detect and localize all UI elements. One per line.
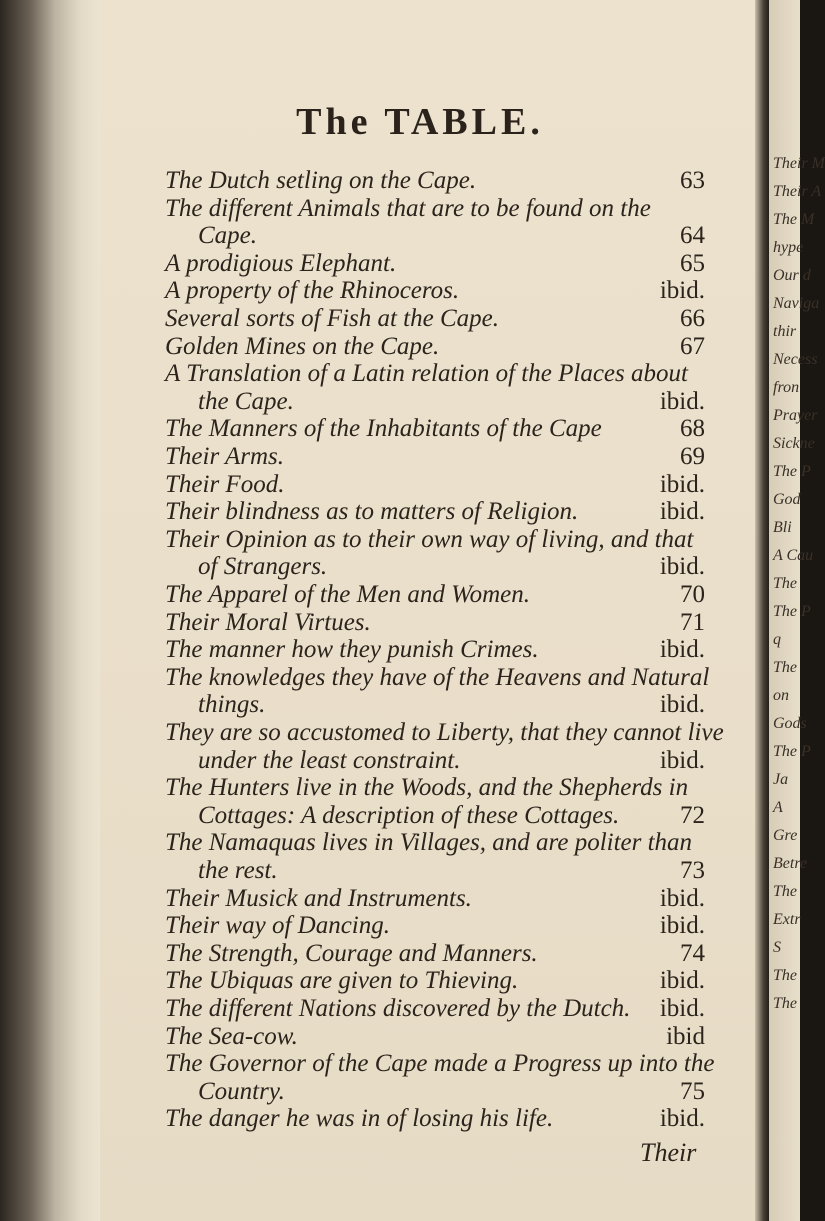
toc-entry-page: 67 [680,332,705,360]
adjacent-page-fragment: The [773,995,797,1012]
adjacent-page-fragment: The P [773,743,811,760]
toc-entry-page: ibid. [659,884,705,912]
toc-entry-page: 71 [680,608,705,636]
adjacent-page-fragment: The P [773,463,811,480]
adjacent-page-fragment: Extr [773,911,801,928]
adjacent-page-fragment: The [773,883,797,900]
toc-entry-page: 70 [680,581,705,608]
toc-entry-title: The Hunters live in the Woods, and the Shepherds in [165,774,689,802]
toc-entry-title: The Namaquas lives in Villages, and are politer than [165,829,693,857]
toc-entry-page: ibid. [659,967,705,995]
toc-entry-page: 75 [680,1077,705,1105]
adjacent-page-fragment: Prayer [773,407,818,424]
toc-entry-page: ibid. [659,498,705,526]
toc-entry-title: The Manners of the Inhabitants of the Cape [165,415,602,443]
toc-entry-title: The different Animals that are to be found on the [165,194,651,222]
toc-entry-page: ibid. [659,691,705,719]
toc-entry-title: A Translation of a Latin relation of the Places about [165,360,688,388]
toc-entry-title: Their Food. [165,470,285,498]
toc-entry-page: 69 [680,443,705,470]
catchword: Their [640,1138,697,1167]
toc-entry-title: The manner how they punish Crimes. [165,636,539,664]
toc-entry-title: the rest. [198,857,278,884]
adjacent-page-fragment: The M [773,211,815,228]
adjacent-page-fragment: God [773,491,801,508]
toc-entry-page: 68 [680,415,705,443]
toc-entry-page: ibid [666,1022,705,1050]
toc-entry-title: things. [198,691,266,719]
toc-entry-title: under the least constraint. [198,746,461,774]
toc-entry-page: ibid. [659,387,705,415]
toc-entry-title: Their blindness as to matters of Religion. [165,498,579,526]
toc-entry-title: Their Musick and Instruments. [165,884,472,912]
toc-entry-title: The Ubiquas are given to Thieving. [165,967,519,995]
adjacent-page-fragment: Gre [773,827,798,844]
toc-entry-title: Golden Mines on the Cape. [165,332,440,360]
toc-entry-title: Cottages: A description of these Cottages. [198,801,620,829]
toc-entry-title: The Apparel of the Men and Women. [165,581,531,608]
toc-entry-page: ibid. [659,553,705,581]
toc-entry-page: ibid. [659,470,705,498]
toc-entry-title: The danger he was in of losing his life. [165,1105,554,1133]
adjacent-page-fragment: The P [773,603,811,620]
adjacent-page-fragment: Their A [773,183,822,200]
adjacent-page-fragment: Gods [773,715,807,732]
toc-entry-page: 65 [680,249,705,277]
toc-entry-title: Their Moral Virtues. [165,608,371,636]
adjacent-page-fragment: hype [773,239,804,256]
toc-entry-title: Their Arms. [165,443,285,470]
toc-entry-page: ibid. [659,277,705,305]
adjacent-page-fragment: Sickne [773,435,815,452]
toc-entry-title: Country. [198,1077,285,1105]
toc-entry-page: ibid. [659,1105,705,1133]
toc-entry-title: The Strength, Courage and Manners. [165,939,538,967]
toc-entry-title: Their Opinion as to their own way of living, and that [165,525,694,553]
adjacent-page-fragment: The [773,659,797,676]
toc-entry-title: The Governor of the Cape made a Progress up into the [165,1050,715,1078]
toc-entry-title: They are so accustomed to Liberty, that they cannot live [165,719,724,746]
toc-entry-page: 64 [680,222,705,250]
toc-entry-title: Several sorts of Fish at the Cape. [165,305,499,332]
adjacent-page-fragment: A [773,799,783,816]
adjacent-page-fragment: The [773,967,797,984]
adjacent-page-fragment: on [773,687,789,704]
adjacent-page-fragment: thir [773,323,797,340]
toc-entry-page: ibid. [659,746,705,774]
toc-entry-title: A prodigious Elephant. [165,249,397,277]
adjacent-page-fragment: The [773,575,797,592]
toc-entry-page: ibid. [659,912,705,940]
toc-entry-title: of Strangers. [198,553,328,581]
adjacent-page-fragment: Naviga [773,295,820,312]
adjacent-page-fragment: A Cau [773,547,814,564]
toc-entry-page: 63 [680,167,705,194]
adjacent-page-fragment: Betre [773,855,808,872]
toc-entry-title: The Dutch setling on the Cape. [165,167,477,194]
toc-entry-page: 66 [680,305,705,332]
toc-entry-title: The Sea-cow. [165,1022,298,1050]
toc-entry-page: ibid. [659,995,705,1022]
adjacent-page-fragment: Bli [773,519,792,536]
toc-entry-title: Their way of Dancing. [165,912,390,940]
toc-entry-title: the Cape. [198,387,294,415]
toc-entry-page: 72 [680,801,705,829]
adjacent-page-fragment: Necess [773,351,818,368]
adjacent-page-fragment: S [773,939,781,956]
toc-entry-title: The knowledges they have of the Heavens and Natural [165,663,710,691]
toc-entry-page: 74 [680,939,705,967]
toc-entry-page: 73 [680,857,705,884]
adjacent-page-fragment: Their M [773,155,825,172]
adjacent-page-fragment: Ja [773,771,789,788]
adjacent-page-fragment: q [773,631,781,648]
adjacent-page-fragment: fron [773,379,800,396]
toc-entry-title: A property of the Rhinoceros. [165,277,460,305]
adjacent-page-fragment: Our d [773,267,811,284]
toc-entry-title: Cape. [198,222,258,250]
toc-entry-title: The different Nations discovered by the Dutch. [165,995,631,1022]
toc-entry-page: ibid. [659,636,705,664]
running-head: The TABLE. [296,101,544,143]
